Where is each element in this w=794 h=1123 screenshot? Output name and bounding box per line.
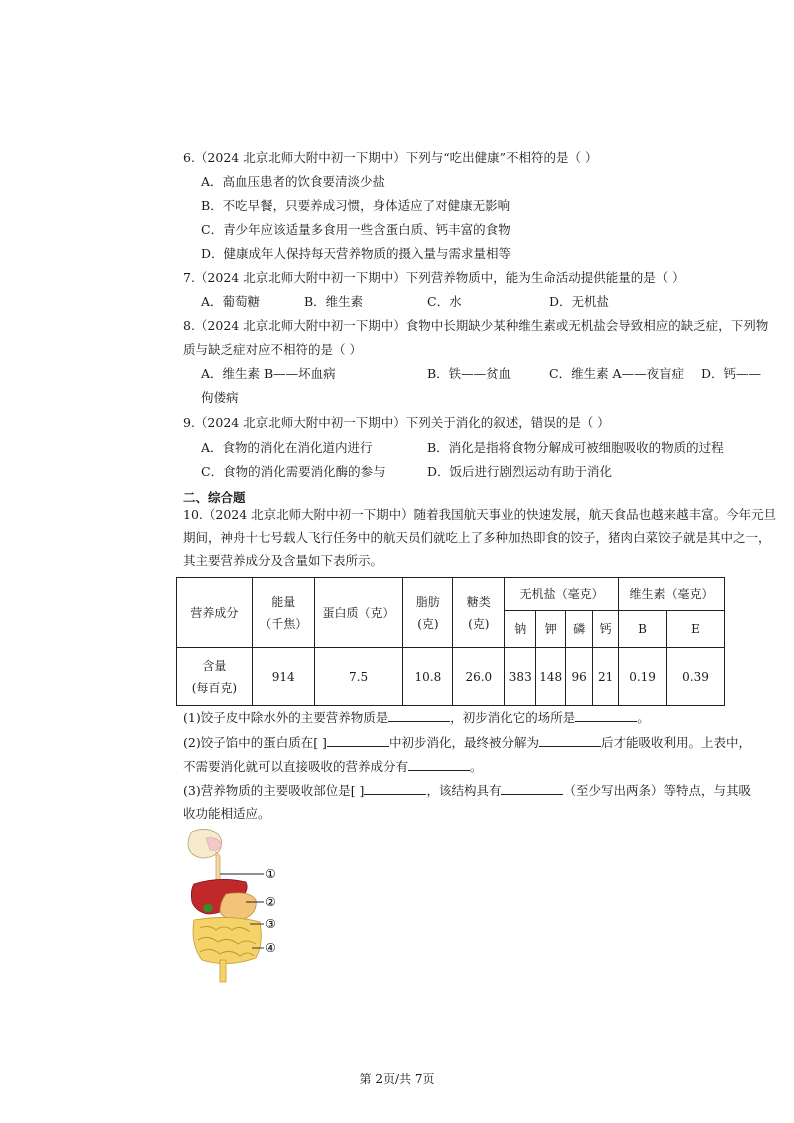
q8-option-d-cont: 佝偻病	[201, 390, 239, 405]
sub-vitamin-e: E	[667, 611, 725, 648]
q10-part3-line2: 收功能相适应。	[183, 806, 271, 821]
label-1: ①	[265, 867, 276, 881]
cell-vitamin-b: 0.19	[619, 648, 667, 706]
header-protein: 蛋白质（克）	[314, 578, 403, 648]
q7-stem: 7.（2024 北京北师大附中初一下期中）下列营养物质中，能为生命活动提供能量的是（ ）	[183, 270, 685, 285]
header-vitamin: 维生素（毫克）	[619, 578, 725, 611]
cell-fat: 10.8	[403, 648, 453, 706]
nutrition-table	[176, 577, 725, 706]
q8-option-c: C．维生素 A——夜盲症	[549, 366, 685, 381]
cell-potassium: 148	[536, 648, 566, 706]
answer-blank[interactable]	[327, 734, 389, 747]
q6-option-c: C．青少年应该适量多食用一些含蛋白质、钙丰富的食物	[201, 222, 511, 237]
answer-blank[interactable]	[364, 782, 426, 795]
answer-blank[interactable]	[388, 709, 450, 722]
cell-calcium: 21	[593, 648, 619, 706]
cell-sugar: 26.0	[453, 648, 505, 706]
q9-option-c: C．食物的消化需要消化酶的参与	[201, 464, 386, 479]
q10-intro-line2: 期间，神舟十七号载人飞行任务中的航天员们就吃上了多种加热即食的饺子，猪肉白菜饺子就是其中之一，	[183, 530, 771, 545]
header-nutrient: 营养成分	[177, 578, 253, 648]
q6-option-d: D．健康成年人保持每天营养物质的摄入量与需求量相等	[201, 246, 512, 261]
q6-stem: 6.（2024 北京北师大附中初一下期中）下列与“吃出健康”不相符的是（ ）	[183, 150, 598, 165]
q7-option-b: B．维生素	[304, 294, 364, 309]
q9-option-d: D．饭后进行剧烈运动有助于消化	[427, 464, 613, 479]
answer-blank[interactable]	[501, 782, 563, 795]
table-row	[177, 648, 725, 706]
sub-phosphorus: 磷	[566, 611, 593, 648]
cell-phosphorus: 96	[566, 648, 593, 706]
digestive-system-figure	[180, 828, 290, 988]
cell-energy: 914	[252, 648, 314, 706]
q8-stem-line1: 8.（2024 北京北师大附中初一下期中）食物中长期缺少某种维生素或无机盐会导致相应的缺乏症，下列物	[183, 318, 769, 333]
row-label: 含量 (每百克)	[177, 648, 253, 706]
header-sugar: 糖类 (克)	[453, 578, 505, 648]
answer-blank[interactable]	[539, 734, 601, 747]
header-energy: 能量 （千焦）	[252, 578, 314, 648]
answer-blank[interactable]	[408, 758, 470, 771]
label-2: ②	[265, 895, 276, 909]
q7-option-c: C．水	[427, 294, 462, 309]
q10-part2-line1: (2)饺子馅中的蛋白质在[ ] 中初步消化，最终被分解为 后才能吸收利用。上表中，	[183, 735, 751, 750]
header-fat: 脂肪 (克)	[403, 578, 453, 648]
q9-option-b: B．消化是指将食物分解成可被细胞吸收的物质的过程	[427, 440, 724, 455]
label-3: ③	[265, 917, 276, 931]
q9-stem: 9.（2024 北京北师大附中初一下期中）下列关于消化的叙述，错误的是（ ）	[183, 415, 610, 430]
q10-intro-line1: 10.（2024 北京北师大附中初一下期中）随着我国航天事业的快速发展，航天食品也越来越丰富。今年元旦	[183, 507, 777, 522]
q9-option-a: A．食物的消化在消化道内进行	[201, 440, 373, 455]
cell-vitamin-e: 0.39	[667, 648, 725, 706]
q8-option-a: A．维生素 B——坏血病	[201, 366, 336, 381]
page-number: 第 2页/共 7页	[359, 1072, 435, 1086]
cell-sodium: 383	[505, 648, 536, 706]
q10-part2-line2: 不需要消化就可以直接吸收的营养成分有 。	[183, 759, 483, 774]
sub-calcium: 钙	[593, 611, 619, 648]
q8-option-d: D．钙——	[701, 366, 762, 381]
q6-option-b: B．不吃早餐，只要养成习惯，身体适应了对健康无影响	[201, 198, 511, 213]
section-title: 二、综合题	[183, 490, 246, 505]
q8-stem-line2: 质与缺乏症对应不相符的是（ ）	[183, 342, 362, 357]
q7-option-d: D．无机盐	[549, 294, 610, 309]
q10-intro-line3: 其主要营养成分及含量如下表所示。	[183, 553, 384, 568]
header-mineral: 无机盐（毫克）	[505, 578, 619, 611]
q8-option-b: B．铁——贫血	[427, 366, 512, 381]
sub-potassium: 钾	[536, 611, 566, 648]
sub-sodium: 钠	[505, 611, 536, 648]
cell-protein: 7.5	[314, 648, 403, 706]
q6-option-a: A．高血压患者的饮食要清淡少盐	[201, 174, 386, 189]
answer-blank[interactable]	[575, 709, 637, 722]
q10-part3-line1: (3)营养物质的主要吸收部位是[ ] ，该结构具有 （至少写出两条）等特点，与其吸	[183, 783, 751, 798]
q7-option-a: A．葡萄糖	[201, 294, 261, 309]
q10-part1: (1)饺子皮中除水外的主要营养物质是 ，初步消化它的场所是 。	[183, 710, 650, 725]
label-4: ④	[265, 941, 276, 955]
sub-vitamin-b: B	[619, 611, 667, 648]
